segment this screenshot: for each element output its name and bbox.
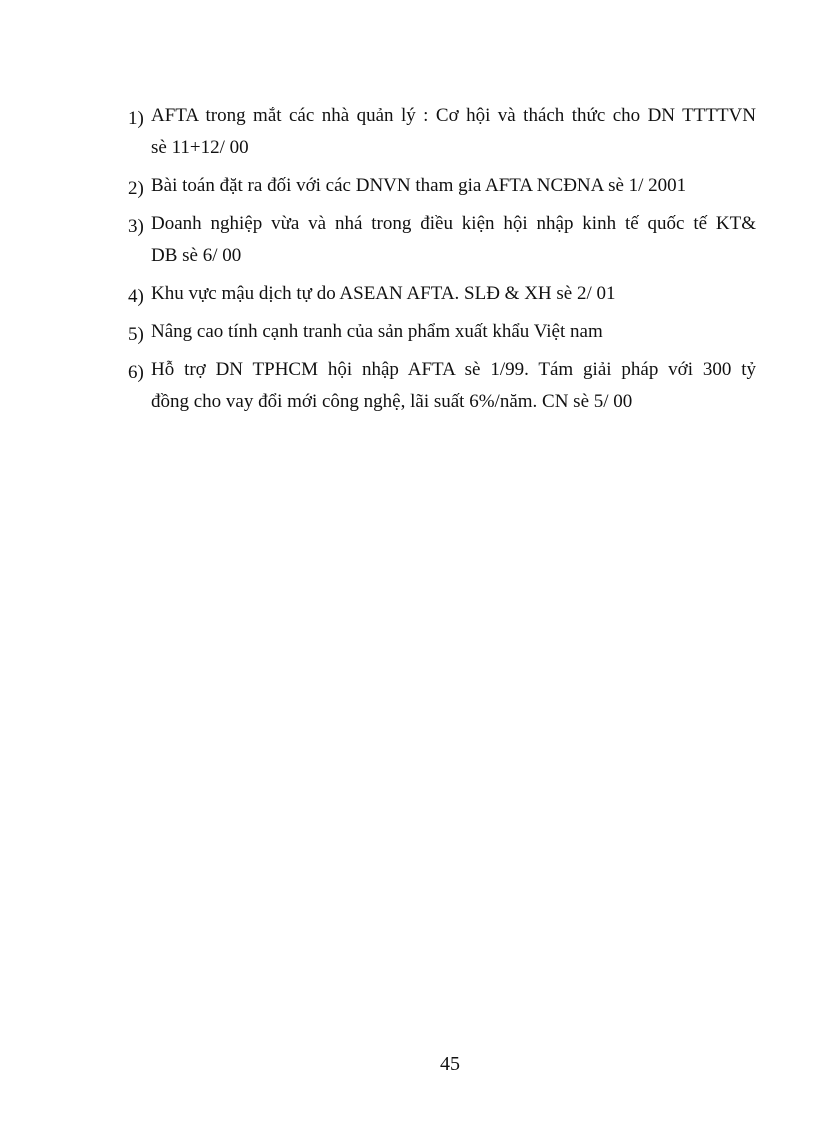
reference-text xyxy=(151,208,756,272)
reference-item xyxy=(128,100,756,164)
reference-line: sè 11+12/ 00 xyxy=(151,137,249,158)
reference-number: 1) xyxy=(128,108,144,129)
reference-item xyxy=(128,316,756,348)
reference-number: 2) xyxy=(128,178,144,199)
reference-line: đồng cho vay đổi mới công nghệ, lãi suất 6%/năm. CN sè 5/ 00 xyxy=(151,391,633,412)
reference-line: Bài toán đặt ra đối với các DNVN tham gia AFTA NCĐNA sè 1/ 2001 xyxy=(151,175,687,196)
reference-number: 6) xyxy=(128,362,144,383)
reference-number: 5) xyxy=(128,324,144,345)
reference-line: AFTA trong mắt các nhà quản lý : Cơ hội và thách thức cho DN TTTTVN xyxy=(151,105,756,126)
reference-list xyxy=(128,100,756,424)
reference-line: Nâng cao tính cạnh tranh của sản phẩm xuất khẩu Việt nam xyxy=(151,321,603,342)
reference-text xyxy=(151,170,756,202)
reference-text xyxy=(151,100,756,164)
reference-text xyxy=(151,354,756,418)
reference-line: Doanh nghiệp vừa và nhá trong điều kiện hội nhập kinh tế quốc tế KT& xyxy=(151,213,756,234)
reference-line: Khu vực mậu dịch tự do ASEAN AFTA. SLĐ & XH sè 2/ 01 xyxy=(151,283,616,304)
reference-item xyxy=(128,170,756,202)
reference-number: 3) xyxy=(128,216,144,237)
page-number: 45 xyxy=(440,1053,460,1075)
reference-number: 4) xyxy=(128,286,144,307)
reference-line: Hỗ trợ DN TPHCM hội nhập AFTA sè 1/99. Tám giải pháp với 300 tỷ xyxy=(151,359,756,380)
reference-item xyxy=(128,278,756,310)
reference-line: DB sè 6/ 00 xyxy=(151,245,242,266)
reference-text xyxy=(151,316,756,348)
reference-item xyxy=(128,208,756,272)
reference-item xyxy=(128,354,756,418)
reference-text xyxy=(151,278,756,310)
